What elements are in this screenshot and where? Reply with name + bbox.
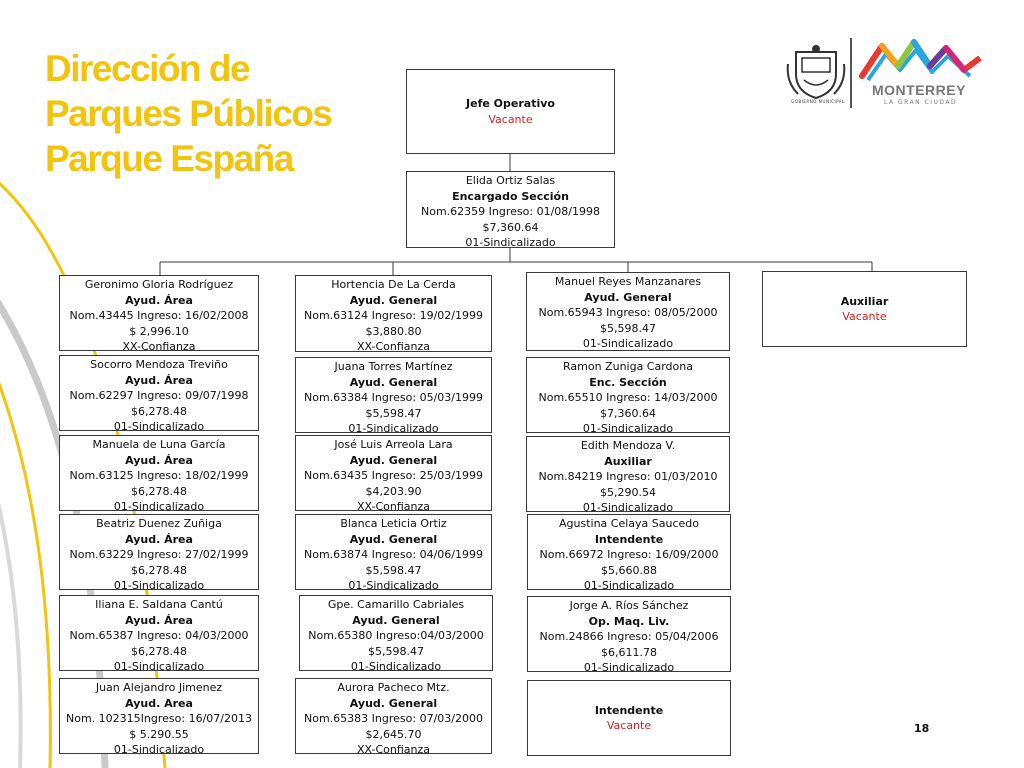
employee-name: Geronimo Gloria Rodríguez [84, 278, 234, 291]
employee-name: Beatriz Duenez Zuñiga [96, 517, 222, 530]
employee-type: 01-Sindicalizado [582, 501, 674, 512]
employee-role: Ayud. General [352, 613, 440, 627]
position-role: Auxiliar [840, 294, 889, 308]
employee-name: Agustina Celaya Saucedo [558, 517, 699, 530]
intendente-vacant-box [527, 680, 731, 756]
employee-salary: $5,598.47 [365, 406, 422, 420]
employee-role: Intendente [594, 532, 664, 546]
vacancy-status: Vacante [842, 310, 887, 323]
title-line-1: Dirección de [45, 48, 250, 89]
employee-nom: Nom.65387 Ingreso: 04/03/2000 [69, 629, 249, 642]
employee-nom: Nom.84219 Ingreso: 01/03/2010 [538, 470, 718, 483]
employee-card [59, 514, 259, 590]
employee-salary: $6,278.48 [131, 404, 187, 418]
employee-salary: $6,278.48 [131, 563, 187, 577]
employee-salary: $5,598.47 [600, 321, 656, 335]
employee-salary: $ 5.290.55 [129, 727, 189, 741]
employee-name: Juan Alejandro Jimenez [95, 681, 223, 694]
employee-type: 01-Sindicalizado [113, 420, 205, 431]
employee-name: Ramon Zuniga Cardona [563, 360, 693, 373]
employee-role: Ayud. Área [125, 532, 193, 546]
employee-card [526, 436, 730, 512]
employee-name: Manuel Reyes Manzanares [554, 275, 702, 288]
auxiliar-vacant-box [762, 271, 967, 347]
employee-nom: Nom.65380 Ingreso:04/03/2000 [308, 629, 484, 642]
employee-salary: $2,645.70 [365, 727, 422, 741]
employee-salary: $5,290.54 [600, 485, 656, 499]
employee-role: Ayud. Área [125, 293, 193, 307]
employee-type: XX-Confianza [356, 500, 431, 511]
employee-type: 01-Sindicalizado [583, 661, 675, 672]
employee-name: Jorge A. Ríos Sánchez [569, 599, 689, 612]
employee-salary: $6,611.78 [601, 645, 657, 659]
employee-nom: Nom.63874 Ingreso: 04/06/1999 [304, 548, 483, 561]
employee-nom: Nom.43445 Ingreso: 16/02/2008 [69, 309, 249, 322]
employee-card [295, 678, 492, 754]
employee-nom: Nom.63229 Ingreso: 27/02/1999 [69, 548, 249, 561]
brand-name: MONTERREY [872, 82, 966, 98]
employee-type: 01-Sindicalizado [350, 660, 442, 671]
employee-nom: Nom.62297 Ingreso: 09/07/1998 [69, 389, 249, 402]
employee-salary: $5,598.47 [368, 644, 424, 658]
employee-type: 01-Sindicalizado [582, 337, 674, 350]
employee-card [295, 514, 492, 590]
employee-name: Blanca Leticia Ortiz [340, 517, 447, 530]
employee-nom: Nom.65510 Ingreso: 14/03/2000 [538, 391, 718, 404]
employee-nom: Nom.63384 Ingreso: 05/03/1999 [304, 391, 483, 404]
employee-type: 01-Sindicalizado [348, 579, 439, 590]
employee-name: Iliana E. Saldana Cantú [95, 598, 223, 611]
employee-card [59, 678, 259, 754]
employee-card [295, 435, 492, 511]
employee-type: 01-Sindicalizado [582, 422, 674, 433]
employee-name: Manuela de Luna García [92, 438, 226, 451]
employee-card [295, 357, 492, 433]
brand-tagline: LA GRAN CIUDAD [884, 99, 958, 106]
employee-role: Ayud. Área [125, 373, 193, 387]
encargado-seccion-box [406, 171, 615, 248]
employee-name: Socorro Mendoza Treviño [90, 358, 228, 371]
employee-card [527, 596, 731, 672]
employee-card [526, 272, 730, 351]
employee-card [526, 357, 730, 433]
seal-caption: GOBIERNO MUNICIPAL [791, 99, 845, 104]
vacancy-status: Vacante [606, 719, 652, 732]
employee-role: Ayud. General [349, 453, 438, 467]
employee-type: 01-Sindicalizado [113, 500, 205, 511]
employee-name: Hortencia De La Cerda [331, 278, 456, 291]
employee-nom: Nom.24866 Ingreso: 05/04/2006 [539, 630, 719, 643]
employee-role: Op. Maq. Liv. [588, 614, 670, 628]
employee-role: Ayud. Área [125, 453, 193, 467]
page-number: 18 [914, 722, 930, 735]
employee-role: Ayud. General [349, 532, 438, 546]
employee-type: 01-Sindicalizado [465, 236, 556, 248]
employee-card [59, 275, 259, 351]
employee-salary: $7,360.64 [482, 220, 539, 234]
position-role: Intendente [594, 703, 664, 717]
employee-card [527, 514, 731, 590]
title-line-3: Parque España [45, 138, 293, 179]
employee-name: José Luis Arreola Lara [334, 438, 453, 451]
employee-nom: Nom.63125 Ingreso: 18/02/1999 [69, 469, 249, 482]
employee-role: Ayud. Área [125, 613, 193, 627]
employee-role: Ayud. General [349, 375, 438, 389]
employee-salary: $4,203.90 [365, 484, 422, 498]
employee-type: 01-Sindicalizado [113, 743, 205, 754]
employee-name: Aurora Pacheco Mtz. [337, 681, 450, 694]
employee-salary: $3,880.80 [365, 324, 422, 338]
employee-type: 01-Sindicalizado [583, 579, 675, 590]
employee-card [59, 355, 259, 431]
title-line-2: Parques Públicos [45, 93, 332, 134]
employee-role: Enc. Sección [589, 375, 667, 389]
employee-card [299, 595, 493, 671]
employee-type: 01-Sindicalizado [113, 660, 205, 671]
employee-nom: Nom. 102315Ingreso: 16/07/2013 [66, 712, 252, 725]
employee-type: 01-Sindicalizado [113, 579, 205, 590]
employee-type: XX-Confianza [356, 743, 431, 754]
employee-name: Elida Ortiz Salas [465, 174, 556, 187]
employee-card [295, 275, 492, 352]
employee-role: Ayud. Area [125, 696, 193, 710]
jefe-operativo-box [406, 69, 615, 154]
employee-nom: Nom.65383 Ingreso: 07/03/2000 [304, 712, 483, 725]
employee-card [59, 435, 259, 511]
vacancy-status: Vacante [488, 112, 533, 126]
employee-type: XX-Confianza [122, 340, 196, 351]
employee-salary: $5,660.88 [601, 563, 657, 577]
employee-type: 01-Sindicalizado [348, 422, 439, 433]
employee-salary: $ 2,996.10 [129, 324, 189, 338]
employee-type: XX-Confianza [356, 340, 431, 352]
employee-name: Juana Torres Martínez [334, 360, 453, 373]
employee-nom: Nom.65943 Ingreso: 08/05/2000 [538, 306, 718, 319]
employee-salary: $6,278.48 [131, 484, 187, 498]
employee-role: Ayud. General [584, 290, 672, 304]
employee-salary: $7,360.64 [600, 406, 656, 420]
employee-nom: Nom.66972 Ingreso: 16/09/2000 [539, 548, 719, 561]
employee-nom: Nom.62359 Ingreso: 01/08/1998 [421, 205, 600, 218]
employee-salary: $5,598.47 [365, 563, 422, 577]
employee-nom: Nom.63435 Ingreso: 25/03/1999 [304, 469, 483, 482]
employee-salary: $6,278.48 [131, 644, 187, 658]
employee-nom: Nom.63124 Ingreso: 19/02/1999 [304, 309, 483, 322]
employee-role: Ayud. General [349, 293, 438, 307]
employee-name: Gpe. Camarillo Cabriales [327, 598, 465, 611]
box-title: Jefe Operativo [466, 97, 555, 110]
employee-card [59, 595, 259, 671]
employee-role: Ayud. General [349, 696, 438, 710]
employee-role: Auxiliar [604, 454, 652, 468]
employee-role: Encargado Sección [452, 189, 569, 203]
employee-name: Edith Mendoza V. [580, 439, 676, 452]
